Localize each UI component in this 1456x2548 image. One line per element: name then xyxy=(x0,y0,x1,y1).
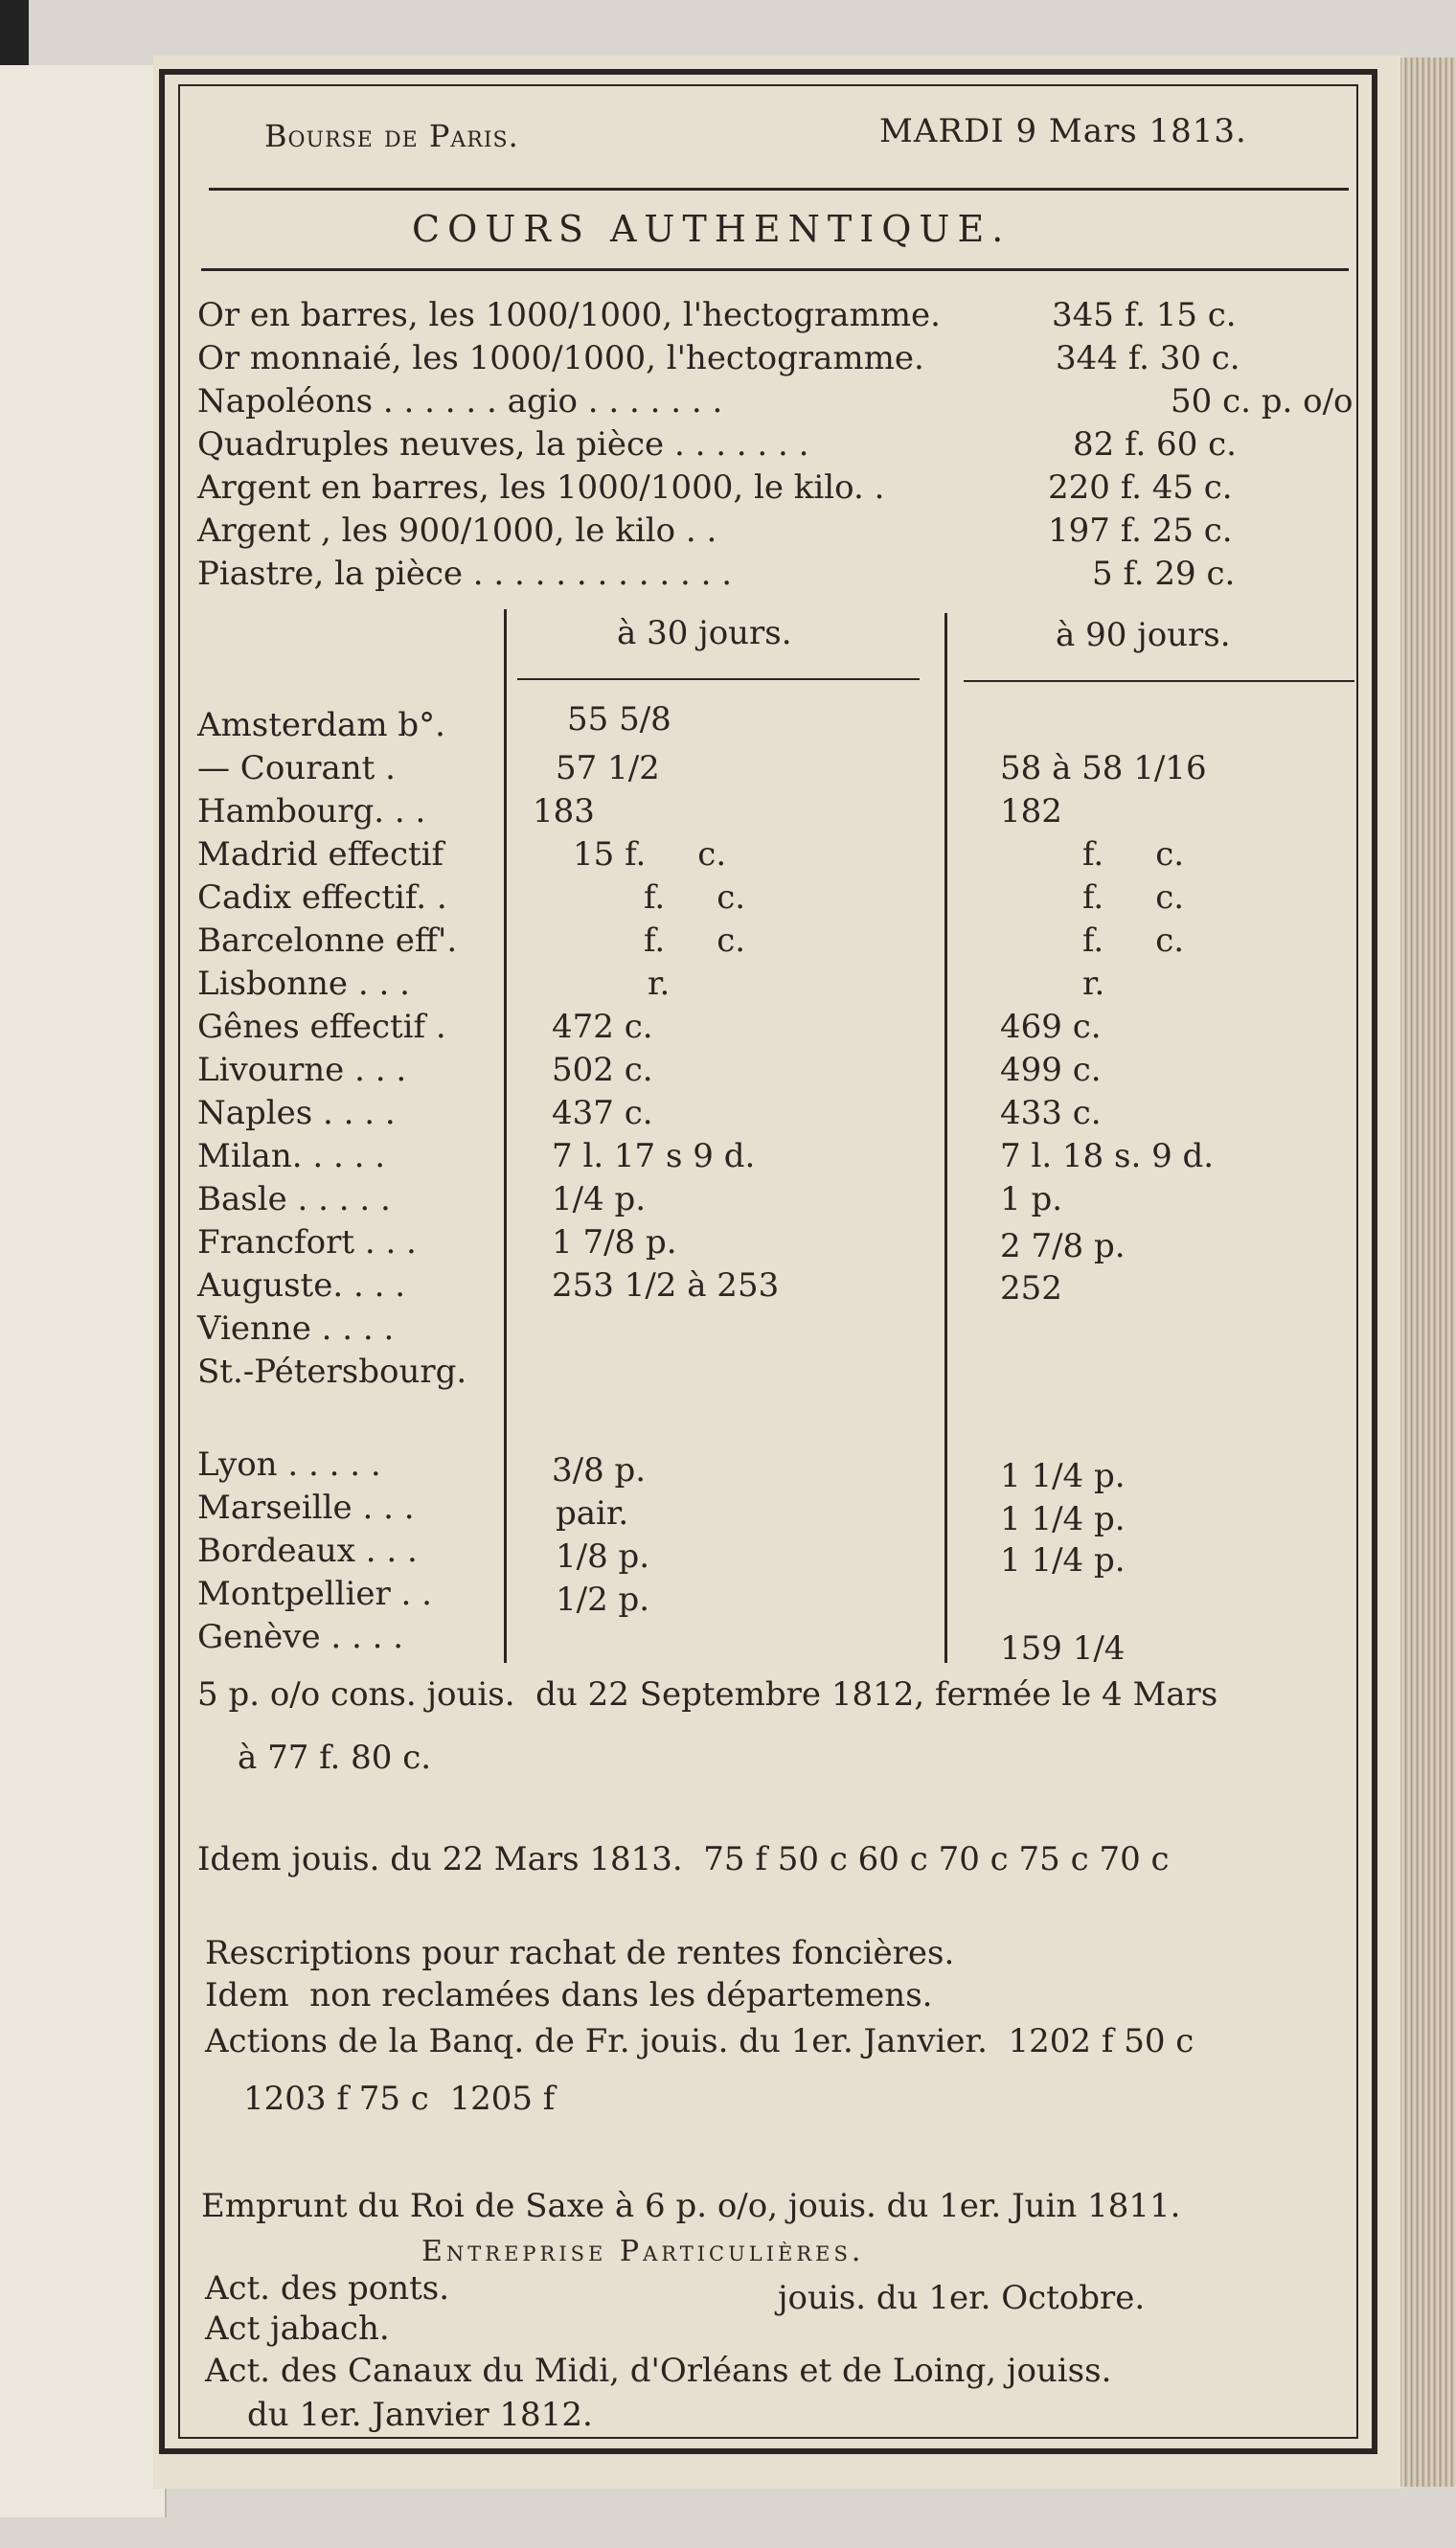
metal-label: Argent , les 900/1000, le kilo . . xyxy=(197,512,717,550)
header-right: MARDI 9 Mars 1813. xyxy=(879,112,1247,150)
emprunt-line: Emprunt du Roi de Saxe à 6 p. o/o, jouis. du 1er. Juin 1811. xyxy=(201,2187,1181,2225)
table-row-90: 159 1/4 xyxy=(1000,1629,1126,1668)
cons-line: 5 p. o/o cons. jouis. du 22 Septembre 1812, fermée le 4 Mars xyxy=(197,1675,1218,1714)
rescriptions-line: Rescriptions pour rachat de rentes foncières. xyxy=(205,1934,955,1972)
ponts-jouis: jouis. du 1er. Octobre. xyxy=(778,2279,1146,2317)
table-row-30: 502 c. xyxy=(552,1051,653,1089)
table-row-place: Livourne . . . xyxy=(197,1051,407,1089)
table-row-30: f. c. xyxy=(644,878,746,917)
table-row-30: 437 c. xyxy=(552,1094,653,1132)
table-row-place: — Courant . xyxy=(197,749,396,787)
canaux-line: Act. des Canaux du Midi, d'Orléans et de Loing, jouiss. xyxy=(205,2352,1112,2390)
metal-value: 344 f. 30 c. xyxy=(1056,339,1240,377)
entreprise-heading: Entreprise Particulières. xyxy=(421,2235,865,2268)
table-row-place: Genève . . . . xyxy=(197,1618,404,1656)
metal-label: Argent en barres, les 1000/1000, le kilo. . xyxy=(197,468,885,507)
metal-label: Piastre, la pièce . . . . . . . . . . . . . xyxy=(197,555,732,593)
table-row-place: Marseille . . . xyxy=(197,1489,415,1527)
table-row-30: r. xyxy=(648,965,671,1003)
table-row-30: 1/2 p. xyxy=(556,1581,650,1619)
table-row-90: f. c. xyxy=(1082,921,1185,960)
table-row-90: 1 1/4 p. xyxy=(1000,1457,1126,1495)
header-left: Bourse de Paris. xyxy=(264,118,519,154)
table-row-90: 252 xyxy=(1000,1269,1062,1308)
table-row-place: Lisbonne . . . xyxy=(197,965,410,1003)
metal-label: Quadruples neuves, la pièce . . . . . . . xyxy=(197,425,809,464)
table-row-place: Vienne . . . . xyxy=(197,1309,395,1348)
table-row-90: r. xyxy=(1082,965,1105,1003)
table-row-place: Hambourg. . . xyxy=(197,792,426,830)
table-divider-left xyxy=(504,609,507,1663)
table-row-30: 15 f. c. xyxy=(573,835,727,874)
table-divider-right xyxy=(944,613,947,1663)
table-row-90: 7 l. 18 s. 9 d. xyxy=(1000,1137,1215,1175)
metal-label: Or monnaié, les 1000/1000, l'hectogramme. xyxy=(197,339,924,377)
idem-non-reclamees-line: Idem non reclamées dans les départemens. xyxy=(205,1976,933,2014)
banque-line-2: 1203 f 75 c 1205 f xyxy=(243,2080,556,2118)
table-row-place: Cadix effectif. . xyxy=(197,878,447,917)
table-row-place: Madrid effectif xyxy=(197,835,444,874)
table-row-90: f. c. xyxy=(1082,835,1185,874)
table-row-place: Francfort . . . xyxy=(197,1223,417,1262)
col-rule-90 xyxy=(964,680,1354,682)
table-row-30: 253 1/2 à 253 xyxy=(552,1266,780,1305)
table-row-90: 1 p. xyxy=(1000,1180,1063,1218)
table-row-90: 182 xyxy=(1000,792,1062,830)
table-row-place: Lyon . . . . . xyxy=(197,1445,381,1484)
metal-label: Napoléons . . . . . . agio . . . . . . . xyxy=(197,382,723,421)
metal-value: 220 f. 45 c. xyxy=(1048,468,1233,507)
cons-line-2: à 77 f. 80 c. xyxy=(238,1739,432,1777)
binding-edge xyxy=(0,0,29,65)
facing-page xyxy=(0,65,167,2517)
table-row-30: 57 1/2 xyxy=(556,749,660,787)
jabach-line: Act jabach. xyxy=(205,2309,390,2348)
canaux-line-2: du 1er. Janvier 1812. xyxy=(247,2396,593,2434)
rule-title xyxy=(201,268,1349,271)
metal-value: 197 f. 25 c. xyxy=(1048,512,1233,550)
col-rule-30 xyxy=(517,678,920,680)
table-row-place: Auguste. . . . xyxy=(197,1266,405,1305)
rule-top xyxy=(209,188,1349,191)
table-row-90: 499 c. xyxy=(1000,1051,1102,1089)
ponts-line: Act. des ponts. xyxy=(205,2269,450,2308)
metal-value: 50 c. p. o/o xyxy=(1171,382,1354,421)
table-row-30: 1/4 p. xyxy=(552,1180,647,1218)
table-row-90: 433 c. xyxy=(1000,1094,1102,1132)
table-row-place: Basle . . . . . xyxy=(197,1180,391,1218)
col-header-30: à 30 jours. xyxy=(617,614,792,652)
col-header-90: à 90 jours. xyxy=(1056,616,1231,654)
page-title: COURS AUTHENTIQUE. xyxy=(412,208,1012,250)
table-row-30: 1 7/8 p. xyxy=(552,1223,677,1262)
table-row-30: 7 l. 17 s 9 d. xyxy=(552,1137,756,1175)
table-row-place: Gênes effectif . xyxy=(197,1008,446,1046)
page-edges xyxy=(1400,57,1456,2487)
table-row-30: 183 xyxy=(533,792,595,830)
table-row-90: 469 c. xyxy=(1000,1008,1102,1046)
idem-line: Idem jouis. du 22 Mars 1813. 75 f 50 c 60 c 70 c 75 c 70 c xyxy=(197,1840,1170,1878)
table-row-place: Barcelonne eff'. xyxy=(197,921,458,960)
table-row-place: St.-Pétersbourg. xyxy=(197,1353,467,1391)
table-row-place: Naples . . . . xyxy=(197,1094,396,1132)
table-row-90: 1 1/4 p. xyxy=(1000,1500,1126,1538)
metal-value: 82 f. 60 c. xyxy=(1073,425,1237,464)
banque-line: Actions de la Banq. de Fr. jouis. du 1er. Janvier. 1202 f 50 c xyxy=(205,2022,1194,2060)
table-row-90: 58 à 58 1/16 xyxy=(1000,749,1207,787)
table-row-30: 3/8 p. xyxy=(552,1451,647,1490)
metal-value: 5 f. 29 c. xyxy=(1092,555,1236,593)
table-row-90: 1 1/4 p. xyxy=(1000,1541,1126,1580)
table-row-30: 1/8 p. xyxy=(556,1537,650,1576)
table-row-place: Montpellier . . xyxy=(197,1575,432,1613)
table-row-30: pair. xyxy=(556,1494,629,1533)
table-row-place: Amsterdam b°. xyxy=(197,706,445,744)
table-row-30: f. c. xyxy=(644,921,746,960)
metal-value: 345 f. 15 c. xyxy=(1052,296,1237,334)
metal-label: Or en barres, les 1000/1000, l'hectogramme. xyxy=(197,296,941,334)
table-row-30: 55 5/8 xyxy=(567,700,671,739)
table-row-place: Bordeaux . . . xyxy=(197,1532,418,1570)
table-row-place: Milan. . . . . xyxy=(197,1137,385,1175)
table-row-90: f. c. xyxy=(1082,878,1185,917)
table-row-90: 2 7/8 p. xyxy=(1000,1227,1126,1265)
table-row-30: 472 c. xyxy=(552,1008,653,1046)
